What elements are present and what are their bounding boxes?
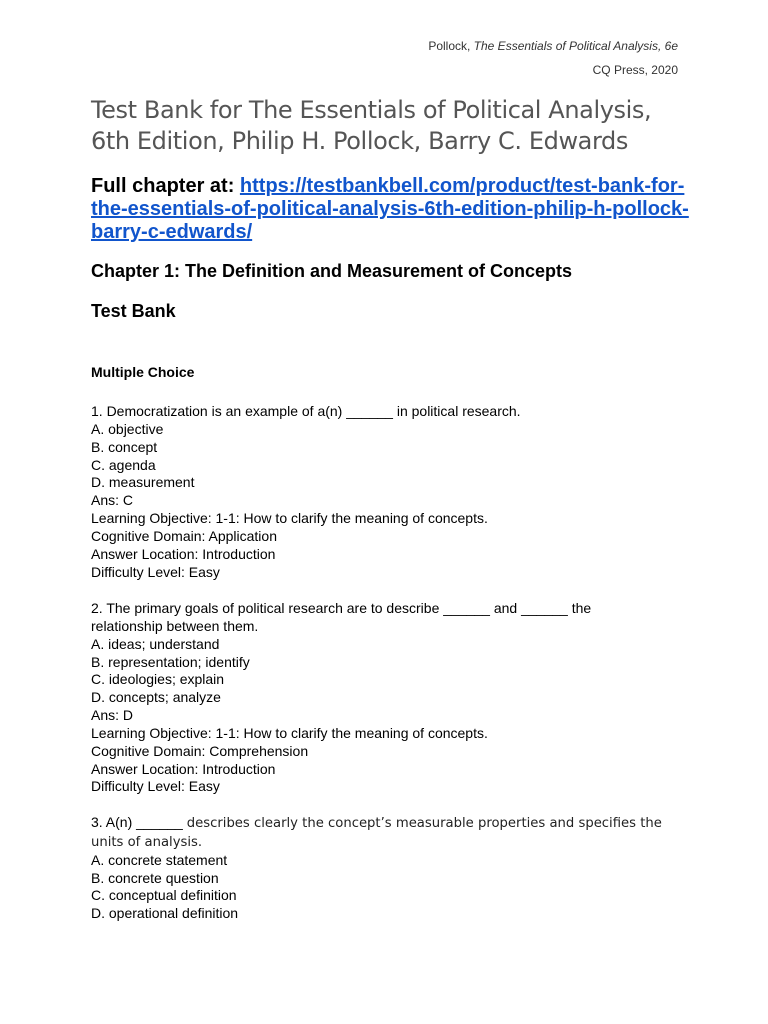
header-author: Pollock, (428, 39, 474, 53)
answer-location: Answer Location: Introduction (91, 760, 276, 777)
answer-option: A. concrete statement (91, 851, 228, 868)
answer-option: B. representation; identify (91, 653, 250, 670)
answer-option: D. concepts; analyze (91, 689, 221, 706)
answer-option: C. ideologies; explain (91, 671, 225, 688)
full-chapter-line (91, 175, 691, 244)
answer-option: A. ideas; understand (91, 635, 220, 652)
full-chapter-label: Full chapter at: (91, 175, 240, 197)
question-stem-start: 3. A(n) ______ (91, 814, 187, 830)
header-book-title: The Essentials of Political Analysis, 6e (473, 39, 678, 53)
learning-objective: Learning Objective: 1-1: How to clarify the meaning of concepts. (91, 510, 488, 527)
answer-key: Ans: C (91, 492, 134, 509)
difficulty-level: Difficulty Level: Easy (91, 778, 220, 795)
question-stem (91, 814, 681, 852)
answer-option: D. measurement (91, 474, 195, 491)
learning-objective: Learning Objective: 1-1: How to clarify the meaning of concepts. (91, 724, 488, 741)
question-1 (91, 403, 691, 581)
answer-option: C. agenda (91, 456, 156, 473)
test-bank-heading: Test Bank (91, 301, 176, 321)
answer-option: B. concrete question (91, 869, 219, 886)
cognitive-domain: Cognitive Domain: Comprehension (91, 742, 309, 759)
section-heading: Multiple Choice (91, 364, 195, 380)
question-stem: 2. The primary goals of political research are to describe ______ and ______ the relationship between them. (91, 600, 592, 634)
answer-option: D. operational definition (91, 905, 239, 922)
question-stem: 1. Democratization is an example of a(n) ______ in political research. (91, 403, 521, 419)
answer-option: A. objective (91, 420, 164, 437)
answer-option: B. concept (91, 438, 158, 455)
answer-key: Ans: D (91, 707, 134, 724)
full-chapter-link[interactable]: https://testbankbell.com/product/test-bank-for-the-essentials-of-political-analysis-6th-edition-philip-h-pollock-barry-c-edwards/ (91, 175, 689, 243)
question-3 (91, 814, 691, 923)
cognitive-domain: Cognitive Domain: Application (91, 527, 277, 544)
answer-option: C. conceptual definition (91, 887, 237, 904)
running-header-publisher: CQ Press, 2020 (592, 63, 678, 77)
document-title: Test Bank for The Essentials of Political Analysis, 6th Edition, Philip H. Pollock, Barry C. Edwards (91, 96, 652, 155)
running-header-book (428, 39, 678, 53)
question-2 (91, 600, 691, 796)
difficulty-level: Difficulty Level: Easy (91, 563, 220, 580)
answer-location: Answer Location: Introduction (91, 545, 276, 562)
chapter-heading: Chapter 1: The Definition and Measurement of Concepts (91, 261, 573, 281)
question-stem-rest: describes clearly the concept’s measurable properties and specifies the units of analysis. (91, 816, 662, 850)
